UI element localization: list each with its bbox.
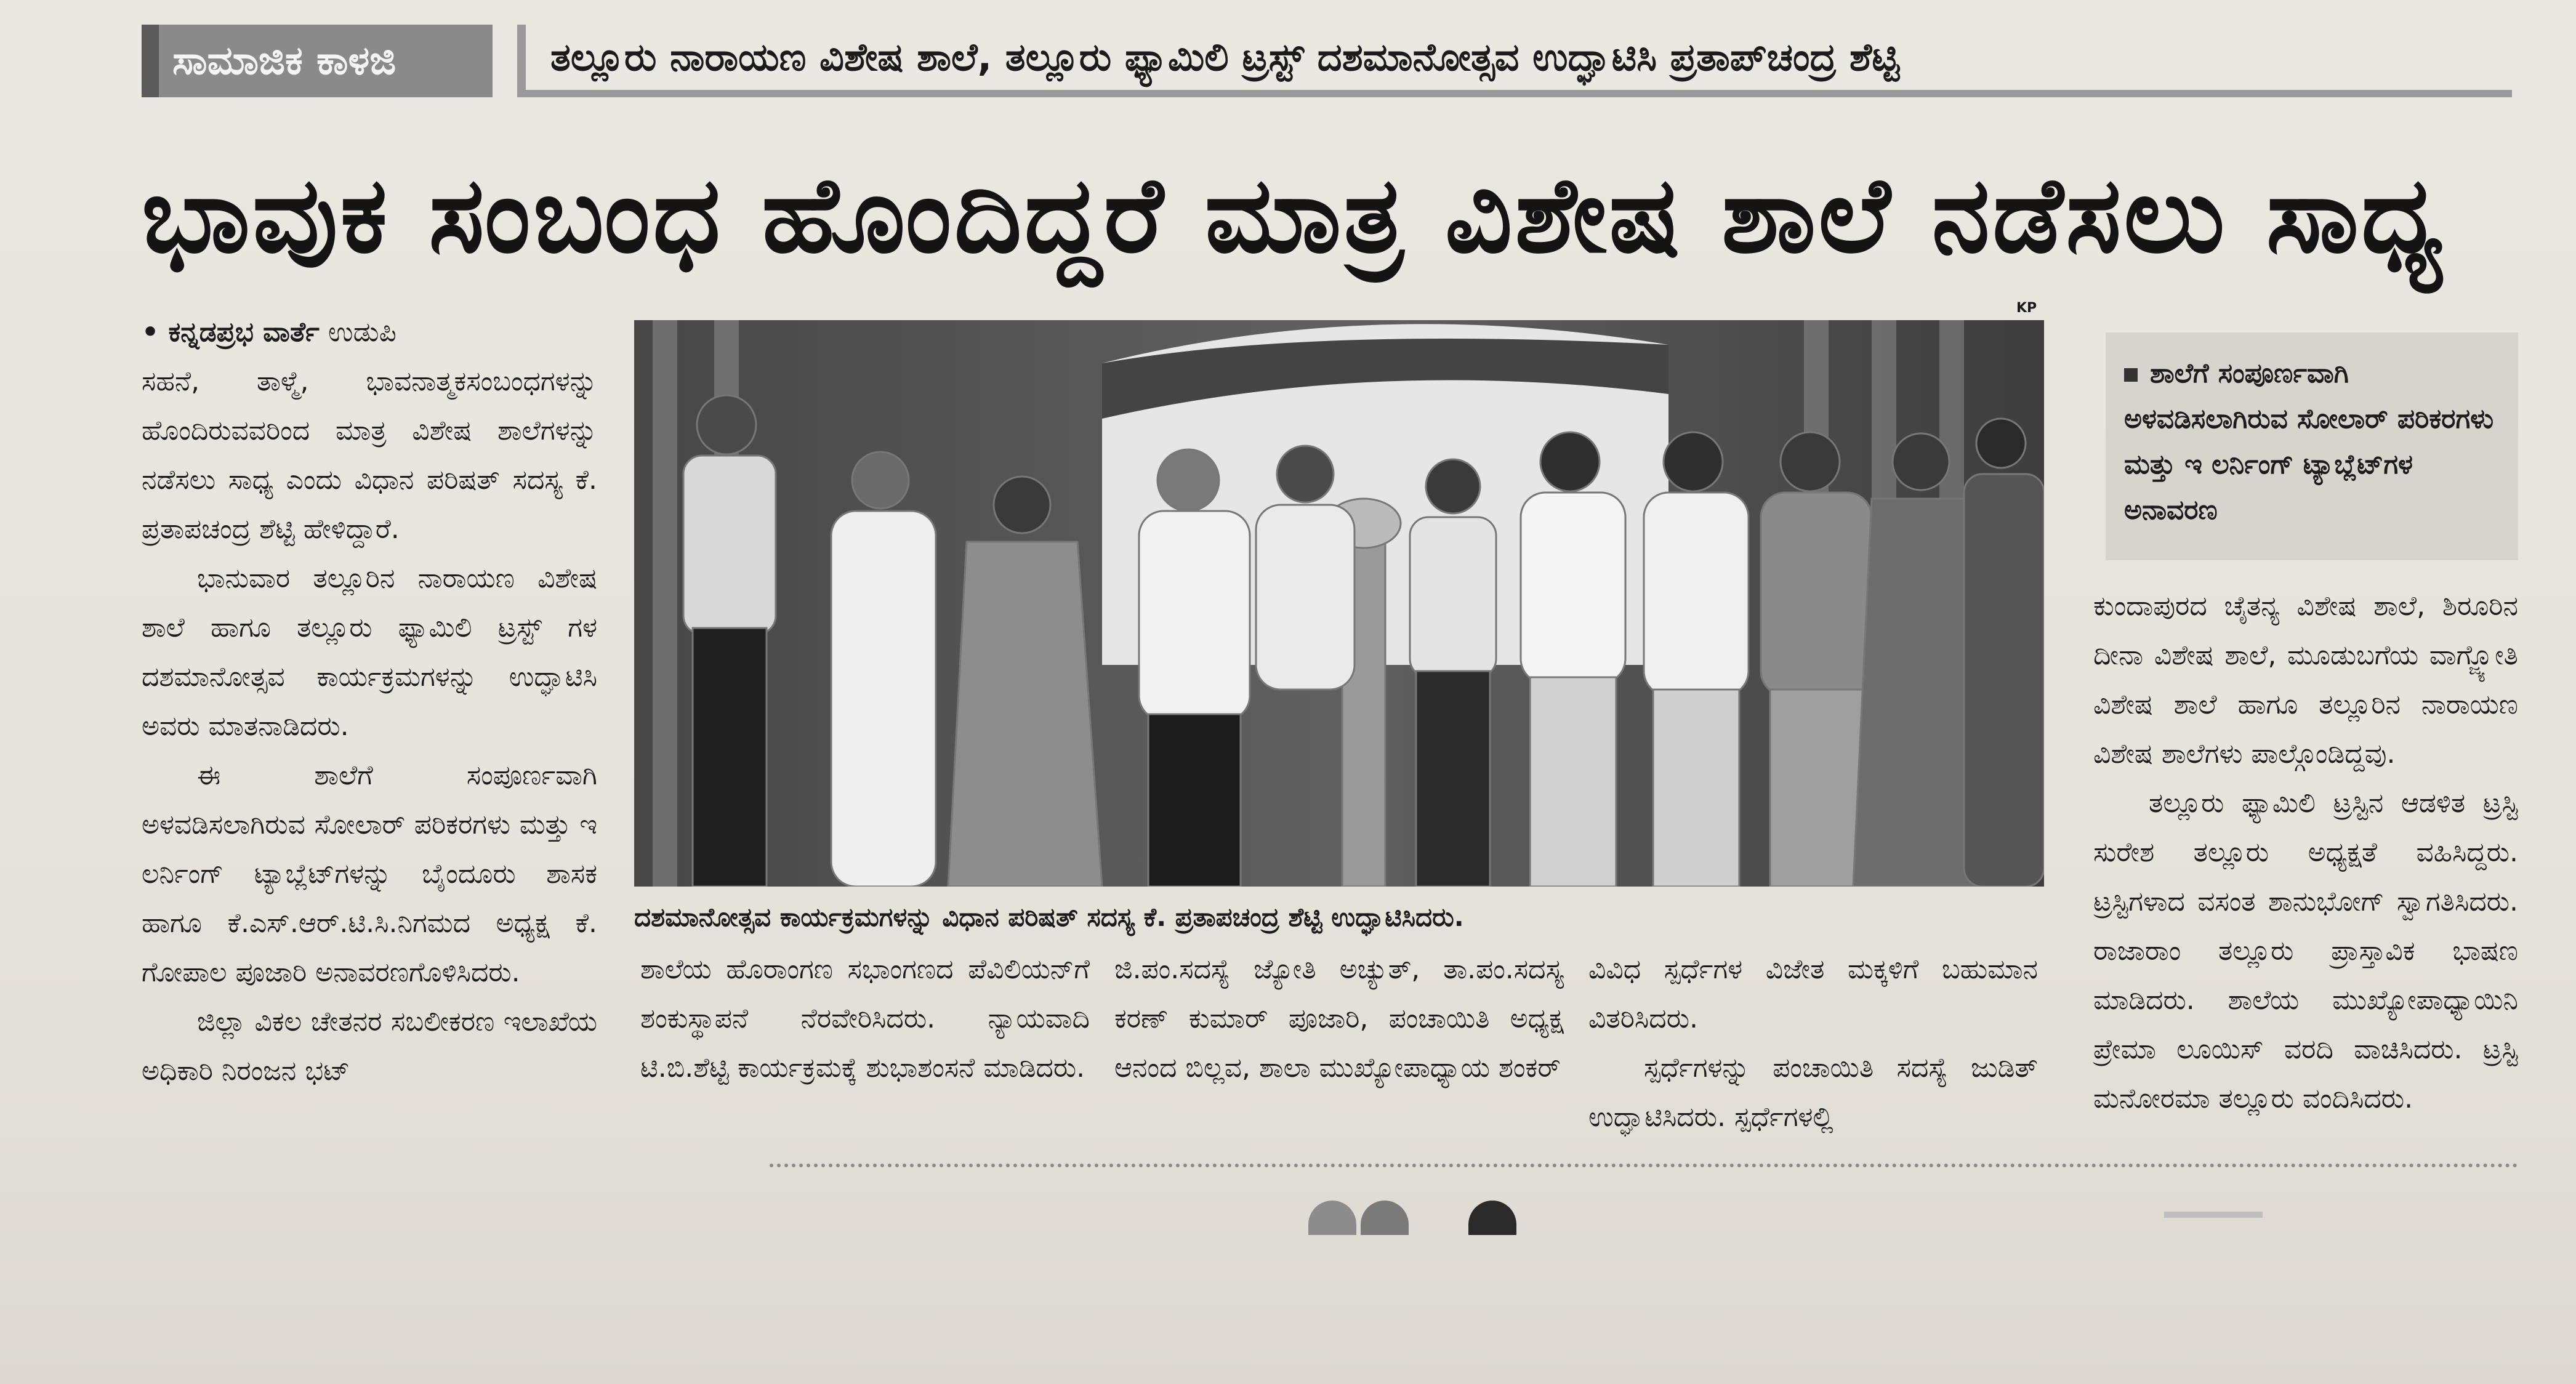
paragraph: ಸ್ಪರ್ಧೆಗಳನ್ನು ಪಂಚಾಯಿತಿ ಸದಸ್ಯೆ ಜುಡಿತ್ ಉದ್ಘಾಟಿಸಿದರು. ಸ್ಪರ್ಧೆಗಳಲ್ಲಿ [1588, 1052, 2038, 1133]
event-photo [634, 320, 2044, 887]
paragraph: ಭಾನುವಾರ ತಲ್ಲೂರಿನ ನಾರಾಯಣ ವಿಶೇಷ ಶಾಲೆ ಹಾಗೂ ತಲ್ಲೂರು ಫ್ಯಾಮಿಲಿ ಟ್ರಸ್ಟ್ ಗಳ ದಶಮಾನೋತ್ಸವ ಕಾರ್ಯಕ್ರಮಗಳನ್ನು ಉದ್ಘಾಟಿಸಿ ಅವರು ಮಾತನಾಡಿದರು. [142, 563, 597, 742]
photo-credit: KP [2016, 300, 2037, 316]
decorative-dashes [2164, 1212, 2263, 1229]
highlight-box [2106, 332, 2518, 560]
person [1644, 432, 1749, 887]
article-column-2 [640, 945, 1090, 1093]
dot-icon [1468, 1201, 1516, 1235]
section-tag: ಸಾಮಾಜಿಕ ಕಾಳಜಿ [142, 25, 493, 97]
event-photo-image [634, 320, 2044, 887]
paragraph: ಕುಂದಾಪುರದ ಚೈತನ್ಯ ವಿಶೇಷ ಶಾಲೆ, ಶಿರೂರಿನ ದೀನಾ ವಿಶೇಷ ಶಾಲೆ, ಮೂಡುಬಗೆಯ ವಾಗ್ಜ್ಯೋತಿ ವಿಶೇಷ ಶಾಲೆ ಹಾಗೂ ತಲ್ಲೂರಿನ ನಾರಾಯಣ ವಿಶೇಷ ಶಾಲೆಗಳು ಪಾಲ್ಗೊಂಡಿದ್ದವು. [2093, 590, 2518, 770]
paragraph: ಶಾಲೆಯ ಹೊರಾಂಗಣ ಸಭಾಂಗಣದ ಪೆವಿಲಿಯನ್‌ಗೆ ಶಂಕುಸ್ಥಾಪನೆ ನೆರವೇರಿಸಿದರು. ನ್ಯಾಯವಾದಿ ಟಿ.ಬಿ.ಶೆಟ್ಟಿ ಕಾರ್ಯಕ್ರಮಕ್ಕೆ ಶುಭಾಶಂಸನೆ ಮಾಡಿದರು. [640, 954, 1090, 1084]
article-column-1 [142, 308, 597, 1096]
dotted-divider [770, 1164, 2518, 1167]
byline-source: • ಕನ್ನಡಪ್ರಭ ವಾರ್ತೆ [142, 316, 320, 348]
paragraph: ಈ ಶಾಲೆಗೆ ಸಂಪೂರ್ಣವಾಗಿ ಅಳವಡಿಸಲಾಗಿರುವ ಸೋಲಾರ್ ಪರಿಕರಗಳು ಮತ್ತು ಇ ಲರ್ನಿಂಗ್ ಟ್ಯಾಬ್ಲೆಟ್‌ಗಳನ್ನು ಬೈಂದೂರು ಶಾಸಕ ಹಾಗೂ ಕೆ.ಎಸ್.ಆರ್.ಟಿ.ಸಿ.ನಿಗಮದ ಅಧ್ಯಕ್ಷ ಕೆ. ಗೋಪಾಲ ಪೂಜಾರಿ ಅನಾವರಣಗೊಳಿಸಿದರು. [142, 760, 597, 988]
kicker-line: ತಲ್ಲೂರು ನಾರಾಯಣ ವಿಶೇಷ ಶಾಲೆ, ತಲ್ಲೂರು ಫ್ಯಾಮಿಲಿ ಟ್ರಸ್ಟ್ ದಶಮಾನೋತ್ಸವ ಉದ್ಘಾಟಿಸಿ ಪ್ರತಾಪ್‌ಚಂದ್ರ ಶೆಟ್ಟಿ [517, 25, 2512, 97]
byline-place: ಉಡುಪಿ [328, 316, 396, 348]
headline: ಭಾವುಕ ಸಂಬಂಧ ಹೊಂದಿದ್ದರೆ ಮಾತ್ರ ವಿಶೇಷ ಶಾಲೆ ನಡೆಸಲು ಸಾಧ್ಯ [142, 155, 2446, 276]
person [683, 395, 776, 887]
person [1139, 449, 1250, 887]
highlight-text: ಶಾಲೆಗೆ ಸಂಪೂರ್ಣವಾಗಿ ಅಳವಡಿಸಲಾಗಿರುವ ಸೋಲಾರ್ ಪರಿಕರಗಳು ಮತ್ತು ಇ ಲರ್ನಿಂಗ್ ಟ್ಯಾಬ್ಲೆಟ್‌ಗಳ ಅನಾವರಣ [2124, 358, 2494, 526]
article-column-5 [2093, 582, 2518, 1124]
person [1964, 419, 2044, 887]
paragraph: ಜಿ.ಪಂ.ಸದಸ್ಯೆ ಜ್ಯೋತಿ ಅಚ್ಯುತ್, ತಾ.ಪಂ.ಸದಸ್ಯ ಕರಣ್ ಕುಮಾರ್ ಪೂಜಾರಿ, ಪಂಚಾಯಿತಿ ಅಧ್ಯಕ್ಷ ಆನಂದ ಬಿಲ್ಲವ, ಶಾಲಾ ಮುಖ್ಯೋಪಾಧ್ಯಾಯ ಶಂಕರ್ [1114, 954, 1564, 1084]
paragraph: ವಿವಿಧ ಸ್ಪರ್ಧೆಗಳ ವಿಜೇತ ಮಕ್ಕಳಿಗೆ ಬಹುಮಾನ ವಿತರಿಸಿದರು. [1588, 954, 2038, 1034]
person [1761, 432, 1872, 887]
square-bullet-icon [2124, 368, 2138, 382]
person [1410, 459, 1496, 887]
dot-icon [1308, 1201, 1356, 1235]
person [831, 452, 936, 887]
person [1521, 432, 1625, 887]
paragraph: ಸಹನೆ, ತಾಳ್ಮೆ, ಭಾವನಾತ್ಮಕಸಂಬಂಧಗಳನ್ನು ಹೊಂದಿರುವವರಿಂದ ಮಾತ್ರ ವಿಶೇಷ ಶಾಲೆಗಳನ್ನು ನಡೆಸಲು ಸಾಧ್ಯ ಎಂದು ವಿಧಾನ ಪರಿಷತ್ ಸದಸ್ಯ ಕೆ. ಪ್ರತಾಪಚಂದ್ರ ಶೆಟ್ಟಿ ಹೇಳಿದ್ದಾರೆ. [142, 366, 597, 545]
byline [142, 308, 597, 357]
article-column-3 [1114, 945, 1564, 1093]
article-header-bar [142, 25, 2512, 97]
paragraph: ತಲ್ಲೂರು ಫ್ಯಾಮಿಲಿ ಟ್ರಸ್ಟಿನ ಆಡಳಿತ ಟ್ರಸ್ಟಿ ಸುರೇಶ ತಲ್ಲೂರು ಅಧ್ಯಕ್ಷತೆ ವಹಿಸಿದ್ದರು. ಟ್ರಸ್ಟಿಗಳಾದ ವಸಂತ ಶಾನುಭೋಗ್ ಸ್ವಾಗತಿಸಿದರು. ರಾಜಾರಾಂ ತಲ್ಲೂರು ಪ್ರಾಸ್ತಾವಿಕ ಭಾಷಣ ಮಾಡಿದರು. ಶಾಲೆಯ ಮುಖ್ಯೋಪಾಧ್ಯಾಯಿನಿ ಪ್ರೇಮಾ ಲೂಯಿಸ್ ವರದಿ ವಾಚಿಸಿದರು. ಟ್ರಸ್ಟಿ ಮನೋರಮಾ ತಲ್ಲೂರು ವಂದಿಸಿದರು. [2093, 787, 2518, 1114]
article-column-4 [1588, 945, 2038, 1142]
photo-caption: ದಶಮಾನೋತ್ಸವ ಕಾರ್ಯಕ್ರಮಗಳನ್ನು ವಿಧಾನ ಪರಿಷತ್ ಸದಸ್ಯ ಕೆ. ಪ್ರತಾಪಚಂದ್ರ ಶೆಟ್ಟಿ ಉದ್ಘಾಟಿಸಿದರು. [634, 902, 1464, 932]
paragraph: ಜಿಲ್ಲಾ ವಿಕಲ ಚೇತನರ ಸಬಲೀಕರಣ ಇಲಾಖೆಯ ಅಧಿಕಾರಿ ನಿರಂಜನ ಭಟ್ [142, 1006, 597, 1087]
dot-icon [1361, 1201, 1409, 1235]
